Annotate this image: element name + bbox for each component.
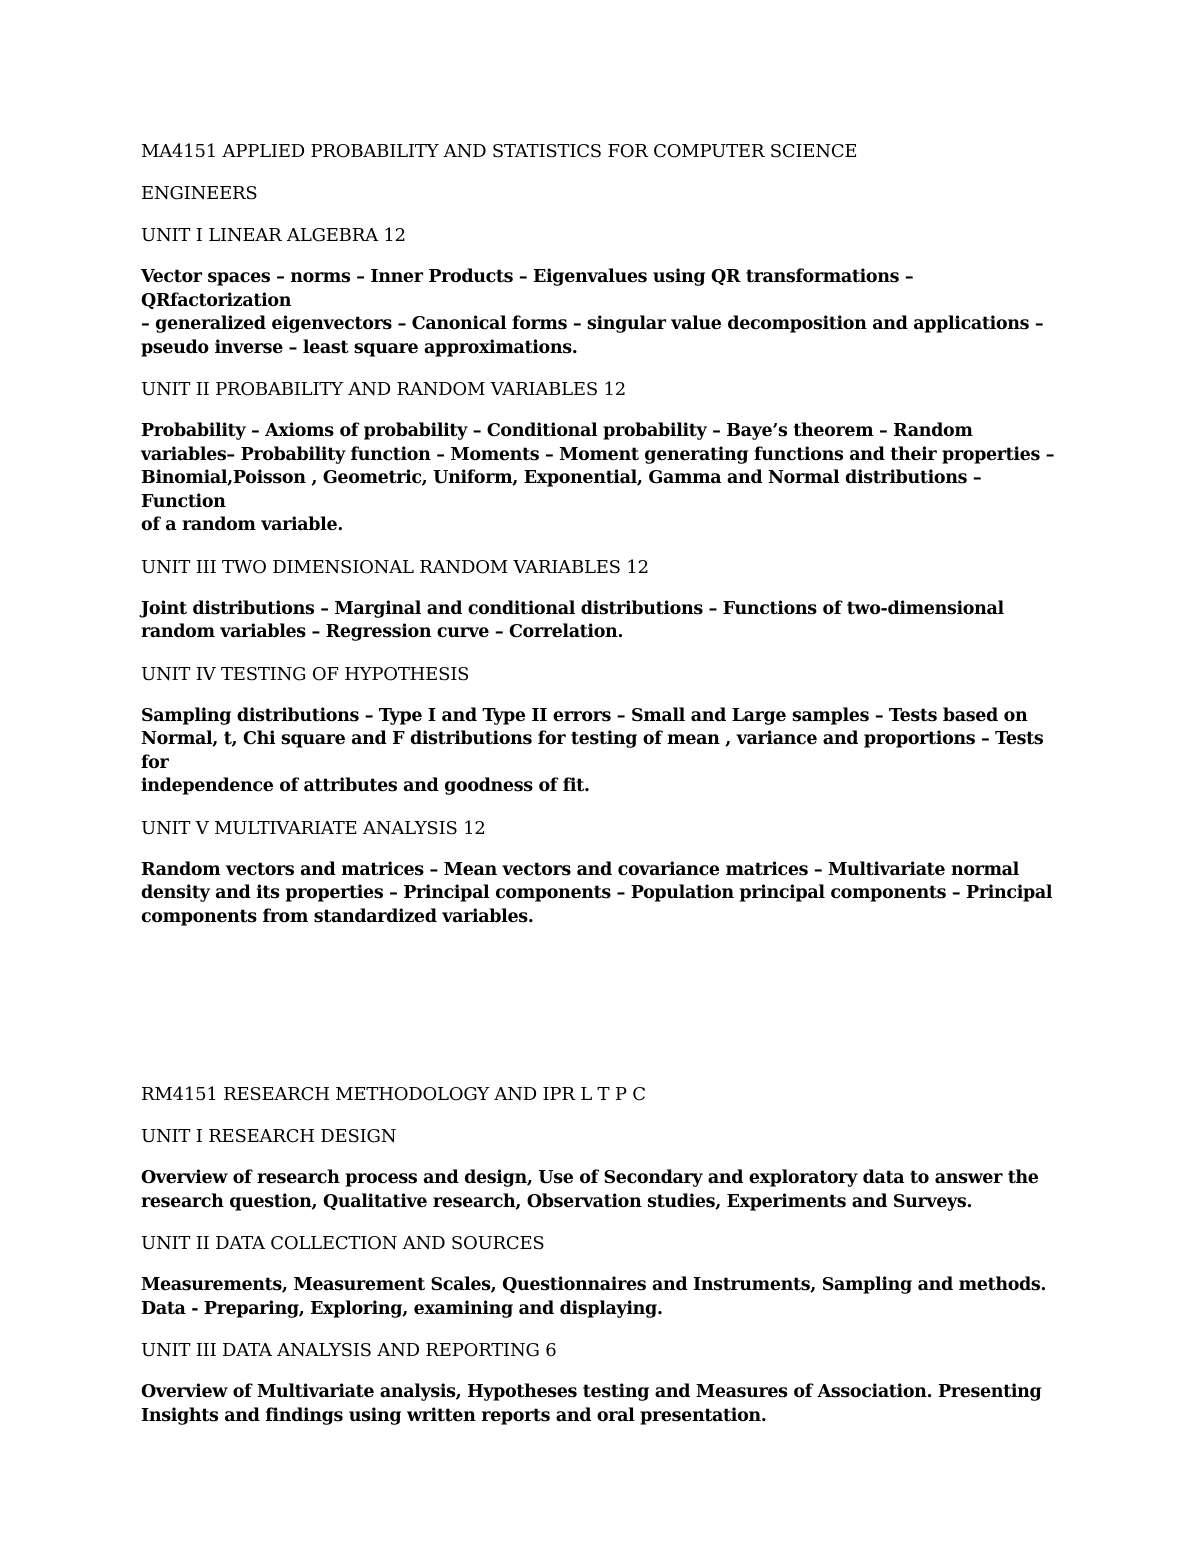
section-spacer	[141, 947, 1061, 1083]
text-line: Joint distributions – Marginal and conditional distributions – Functions of two-dimensional	[141, 598, 1004, 619]
text-line: Vector spaces – norms – Inner Products – Eigenvalues using QR transformations – QRfactorization	[141, 267, 914, 311]
text-line: Probability – Axioms of probability – Conditional probability – Baye’s theorem – Random	[141, 421, 973, 441]
unit-heading: UNIT II PROBABILITY AND RANDOM VARIABLES 12	[141, 379, 627, 400]
unit-description	[141, 420, 1061, 538]
text-line: – generalized eigenvectors – Canonical forms – singular value decomposition and applications –	[141, 314, 1044, 334]
unit-heading: UNIT V MULTIVARIATE ANALYSIS 12	[141, 817, 486, 839]
unit-heading: UNIT II DATA COLLECTION AND SOURCES	[141, 1233, 545, 1254]
unit-heading: UNIT III DATA ANALYSIS AND REPORTING 6	[141, 1340, 557, 1361]
text-line: Data - Preparing, Exploring, examining and displaying.	[141, 1298, 663, 1319]
text-line: of a random variable.	[141, 515, 344, 535]
text-line: pseudo inverse – least square approximations.	[141, 337, 578, 358]
course-title-ma4151-continued: ENGINEERS	[141, 183, 258, 204]
course-title-rm4151: RM4151 RESEARCH METHODOLOGY AND IPR L T P C	[141, 1084, 646, 1105]
document-page	[141, 140, 1061, 1446]
text-line: Insights and findings using written reports and oral presentation.	[141, 1405, 767, 1426]
course-title-ma4151: MA4151 APPLIED PROBABILITY AND STATISTICS FOR COMPUTER SCIENCE	[141, 141, 858, 162]
text-line: components from standardized variables.	[141, 906, 534, 927]
unit-description	[141, 266, 1061, 360]
text-line: Measurements, Measurement Scales, Questionnaires and Instruments, Sampling and methods.	[141, 1275, 1047, 1295]
unit-description	[141, 1274, 1061, 1321]
unit-heading: UNIT III TWO DIMENSIONAL RANDOM VARIABLES 12	[141, 556, 649, 578]
unit-heading: UNIT I LINEAR ALGEBRA 12	[141, 225, 406, 246]
text-line: random variables – Regression curve – Correlation.	[141, 622, 624, 642]
unit-description	[141, 1381, 1061, 1428]
text-line: variables– Probability function – Moments – Moment generating functions and their properties –	[141, 444, 1055, 465]
text-line: Sampling distributions – Type I and Type II errors – Small and Large samples – Tests based on	[141, 705, 1028, 726]
text-line: Normal, t, Chi square and F distributions for testing of mean , variance and proportions – Tests for	[141, 729, 1044, 773]
text-line: independence of attributes and goodness of fit.	[141, 776, 590, 796]
unit-heading: UNIT I RESEARCH DESIGN	[141, 1126, 397, 1147]
unit-description	[141, 705, 1061, 799]
text-line: Binomial,Poisson , Geometric, Uniform, Exponential, Gamma and Normal distributions – Function	[141, 468, 982, 512]
unit-heading: UNIT IV TESTING OF HYPOTHESIS	[141, 663, 470, 685]
text-line: Overview of Multivariate analysis, Hypotheses testing and Measures of Association. Presenting	[141, 1382, 1042, 1402]
text-line: research question, Qualitative research, Observation studies, Experiments and Surveys.	[141, 1191, 973, 1212]
text-line: Overview of research process and design, Use of Secondary and exploratory data to answer the	[141, 1168, 1039, 1188]
unit-description	[141, 598, 1061, 645]
text-line: Random vectors and matrices – Mean vectors and covariance matrices – Multivariate normal	[141, 859, 1019, 880]
unit-description	[141, 1167, 1061, 1214]
text-line: density and its properties – Principal components – Population principal components – Principal	[141, 883, 1053, 903]
unit-description	[141, 859, 1061, 930]
